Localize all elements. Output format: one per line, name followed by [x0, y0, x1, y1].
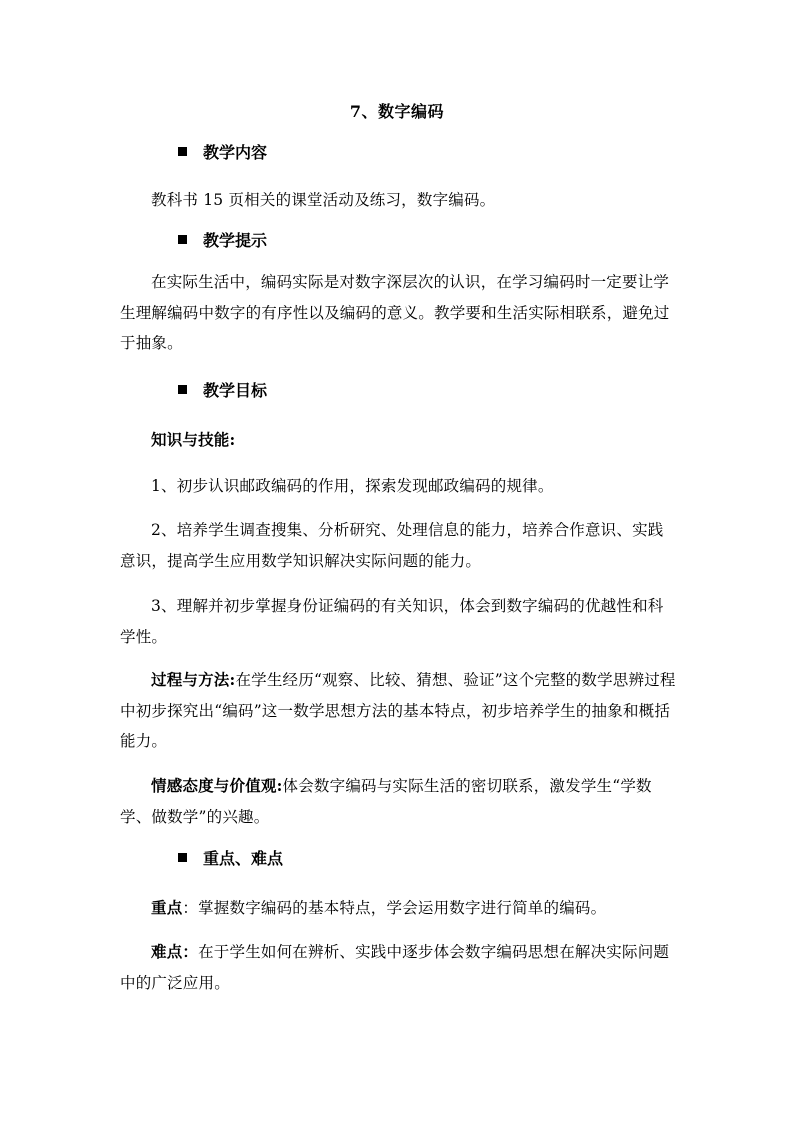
section-heading-goals	[178, 379, 267, 403]
key-text: ：掌握数字编码的基本特点，学会运用数字进行简单的编码。	[182, 899, 607, 917]
knowledge-label: 知识与技能:	[151, 430, 236, 449]
content-paragraph: 教科书 15 页相关的课堂活动及练习，数字编码。	[151, 191, 496, 209]
difficult-paragraph	[120, 937, 676, 998]
key-paragraph	[120, 893, 676, 924]
knowledge-item: 1、初步认识邮政编码的作用，探索发现邮政编码的规律。	[151, 477, 554, 495]
section-heading-content	[178, 141, 267, 165]
attitude-label: 情感态度与价值观:	[151, 776, 283, 795]
square-bullet-icon	[178, 235, 187, 244]
section-heading-label: 教学目标	[203, 381, 268, 400]
section-heading-label: 教学提示	[203, 231, 268, 250]
difficult-text: 在于学生如何在辨析、实践中逐步体会数字编码思想在解决实际问题中的广泛应用。	[120, 943, 670, 992]
square-bullet-icon	[178, 853, 187, 862]
hint-paragraph: 在实际生活中，编码实际是对数字深层次的认识，在学习编码时一定要让学生理解编码中数字的有序性以及编码的意义。教学要和生活实际相联系，避免过于抽象。	[120, 273, 670, 352]
section-heading-label: 教学内容	[203, 143, 268, 162]
attitude-text: 体会数字编码与实际生活的密切联系，激发学生“学数学、做数学”的兴趣。	[120, 777, 652, 826]
page-title: 7、数字编码	[349, 102, 445, 121]
section-heading-hint	[178, 229, 267, 253]
process-text: 在学生经历“观察、比较、猜想、验证”这个完整的数学思辨过程中初步探究出“编码”这一数学思想方法的基本特点，初步培养学生的抽象和概括能力。	[120, 671, 676, 750]
square-bullet-icon	[178, 147, 187, 156]
key-label: 重点	[151, 898, 183, 917]
knowledge-label-paragraph	[120, 425, 676, 456]
knowledge-item: 3、理解并初步掌握身份证编码的有关知识，体会到数字编码的优越性和科学性。	[120, 597, 664, 646]
section-heading-label: 重点、难点	[203, 849, 284, 868]
difficult-label: 难点：	[151, 942, 199, 961]
knowledge-item: 2、培养学生调查搜集、分析研究、处理信息的能力，培养合作意识、实践意识，提高学生应用数学知识解决实际问题的能力。	[120, 521, 664, 570]
square-bullet-icon	[178, 385, 187, 394]
process-paragraph	[120, 665, 676, 757]
attitude-paragraph	[120, 771, 676, 832]
process-label: 过程与方法:	[151, 670, 236, 689]
section-heading-key	[178, 847, 283, 871]
